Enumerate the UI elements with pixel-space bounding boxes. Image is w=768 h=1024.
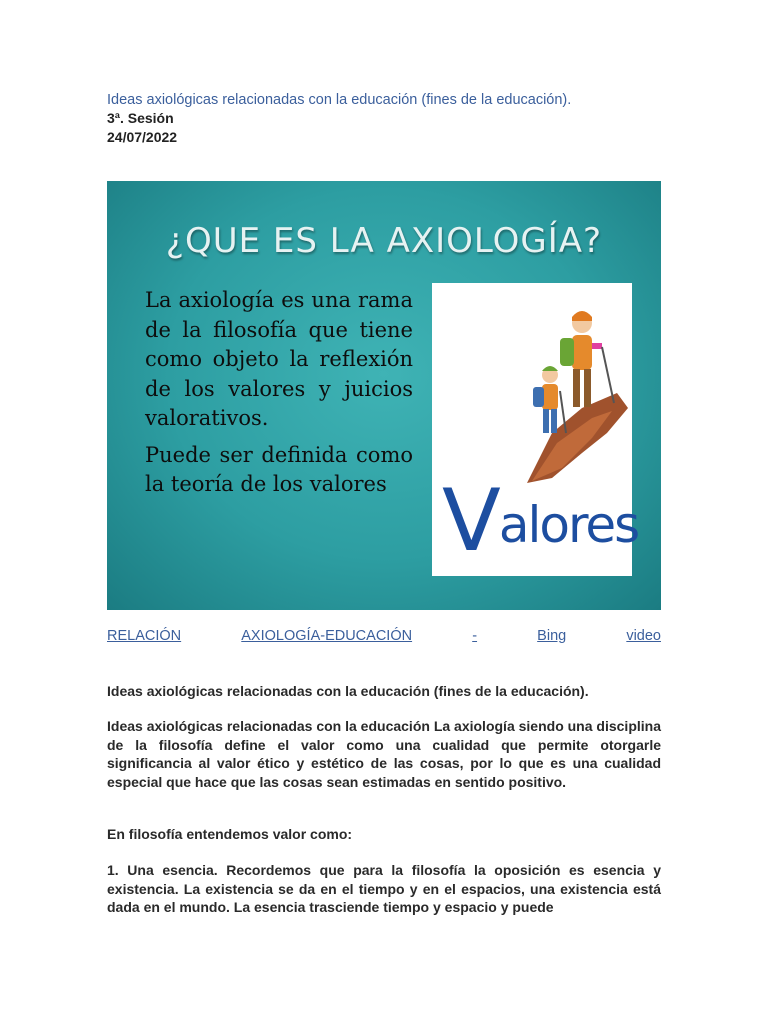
link-part-axiologia[interactable]: AXIOLOGÍA-EDUCACIÓN (241, 628, 413, 644)
bing-video-link[interactable] (107, 628, 661, 644)
slide-body (145, 286, 413, 507)
valores-rest: alores (498, 496, 639, 554)
document-title-link[interactable]: Ideas axiológicas relacionadas con la educación (fines de la educación). (107, 92, 572, 108)
session-date: 24/07/2022 (107, 129, 178, 145)
valores-illustration (432, 283, 639, 576)
paragraph-definition: Ideas axiológicas relacionadas con la educación La axiología siendo una disciplina de la filosofía define el valor como una cualidad que permite otorgarle significancia al valor ético y estético de las cosas, por lo que es una cualidad especial que hace que las cosas sean estimadas en sentido positivo. (107, 718, 661, 790)
slide-paragraph-definition: La axiología es una rama de la filosofía que tiene como objeto la reflexión de los valores y juicios valorativos. (145, 288, 413, 430)
link-part-bing[interactable]: Bing (537, 628, 567, 644)
link-part-dash[interactable]: - (472, 628, 478, 644)
link-part-relacion[interactable]: RELACIÓN (107, 628, 182, 644)
slide-paragraph-theory: Puede ser definida como la teoría de los valores (145, 442, 413, 496)
valores-word (442, 463, 639, 571)
axiologia-slide-image (107, 181, 661, 610)
valores-initial: V (442, 471, 499, 571)
paragraph-value-intro: En filosofía entendemos valor como: (107, 826, 353, 842)
link-part-video[interactable]: video (626, 628, 661, 644)
slide-title: ¿QUE ES LA AXIOLOGÍA? (165, 221, 603, 261)
paragraph-heading: Ideas axiológicas relacionadas con la educación (fines de la educación). (107, 683, 589, 699)
paragraph-essence: 1. Una esencia. Recordemos que para la filosofía la oposición es esencia y existencia. La existencia se da en el tiempo y en el espacios, una existencia está dada en el mundo. La esencia trasciende tiempo y espacio y puede (107, 862, 661, 915)
session-label: 3ª. Sesión (107, 110, 174, 126)
